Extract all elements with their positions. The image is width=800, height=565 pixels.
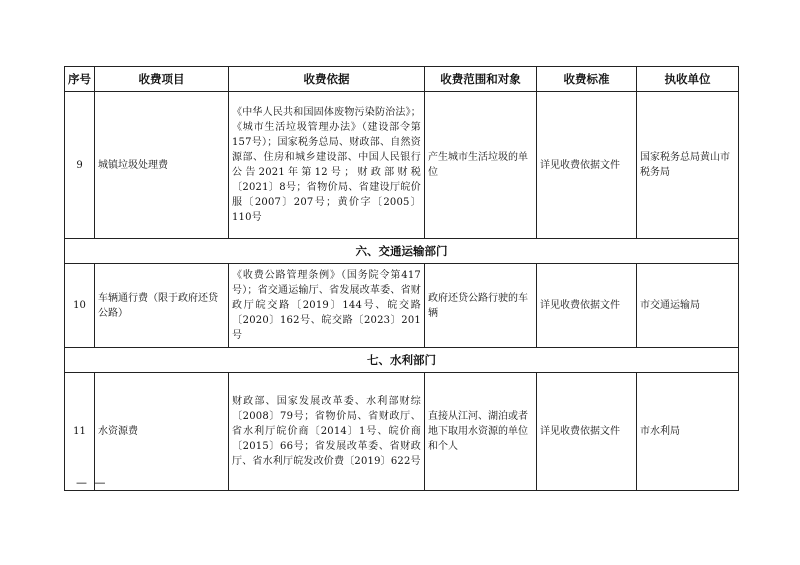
- fee-standard: 详见收费依据文件: [537, 373, 637, 491]
- table-row: [65, 92, 739, 239]
- row-number: 10: [65, 264, 95, 348]
- fee-standard: 详见收费依据文件: [537, 92, 637, 239]
- page-footer-dashes: — —: [76, 476, 108, 489]
- fee-scope: 产生城市生活垃圾的单位: [425, 92, 537, 239]
- row-number: 9: [65, 92, 95, 239]
- header-basis: 收费依据: [229, 67, 425, 92]
- fee-standard: 详见收费依据文件: [537, 264, 637, 348]
- header-standard: 收费标准: [537, 67, 637, 92]
- section-title: 六、交通运输部门: [65, 239, 739, 264]
- fee-scope: 直接从江河、湖泊或者地下取用水资源的单位和个人: [425, 373, 537, 491]
- collecting-unit: 市水利局: [637, 373, 739, 491]
- fee-basis: 财政部、国家发展改革委、水利部财综〔2008〕79号；省物价局、省财政厅、省水利厅皖价商〔2014〕1号、皖价商〔2015〕66号；省发展改革委、省财政厅、省水利厅皖发改价费〔2019〕622号: [229, 373, 425, 491]
- section-row: [65, 239, 739, 264]
- fee-item: 水资源费: [95, 373, 229, 491]
- collecting-unit: 市交通运输局: [637, 264, 739, 348]
- section-title: 七、水利部门: [65, 348, 739, 373]
- section-row: [65, 348, 739, 373]
- table-row: [65, 264, 739, 348]
- header-scope: 收费范围和对象: [425, 67, 537, 92]
- fee-basis: 《收费公路管理条例》（国务院令第417号）；省交通运输厅、省发展改革委、省财政厅皖交路〔2019〕144号、皖交路〔2020〕162号、皖交路〔2023〕201号: [229, 264, 425, 348]
- fee-item: 城镇垃圾处理费: [95, 92, 229, 239]
- header-unit: 执收单位: [637, 67, 739, 92]
- row-number: 11: [65, 373, 95, 491]
- collecting-unit: 国家税务总局黄山市税务局: [637, 92, 739, 239]
- header-item: 收费项目: [95, 67, 229, 92]
- fee-item: 车辆通行费（限于政府还贷公路）: [95, 264, 229, 348]
- fee-basis: 《中华人民共和国固体废物污染防治法》；《城市生活垃圾管理办法》（建设部令第157号）；国家税务总局、财政部、自然资源部、住房和城乡建设部、中国人民银行公告2021年第12号；财政部财税〔2021〕8号；省物价局、省建设厅皖价服〔2007〕207号；黄价字〔2005〕110号: [229, 92, 425, 239]
- table-row: [65, 373, 739, 491]
- table-header-row: [65, 67, 739, 92]
- fee-table: [64, 66, 739, 491]
- header-no: 序号: [65, 67, 95, 92]
- fee-scope: 政府还贷公路行驶的车辆: [425, 264, 537, 348]
